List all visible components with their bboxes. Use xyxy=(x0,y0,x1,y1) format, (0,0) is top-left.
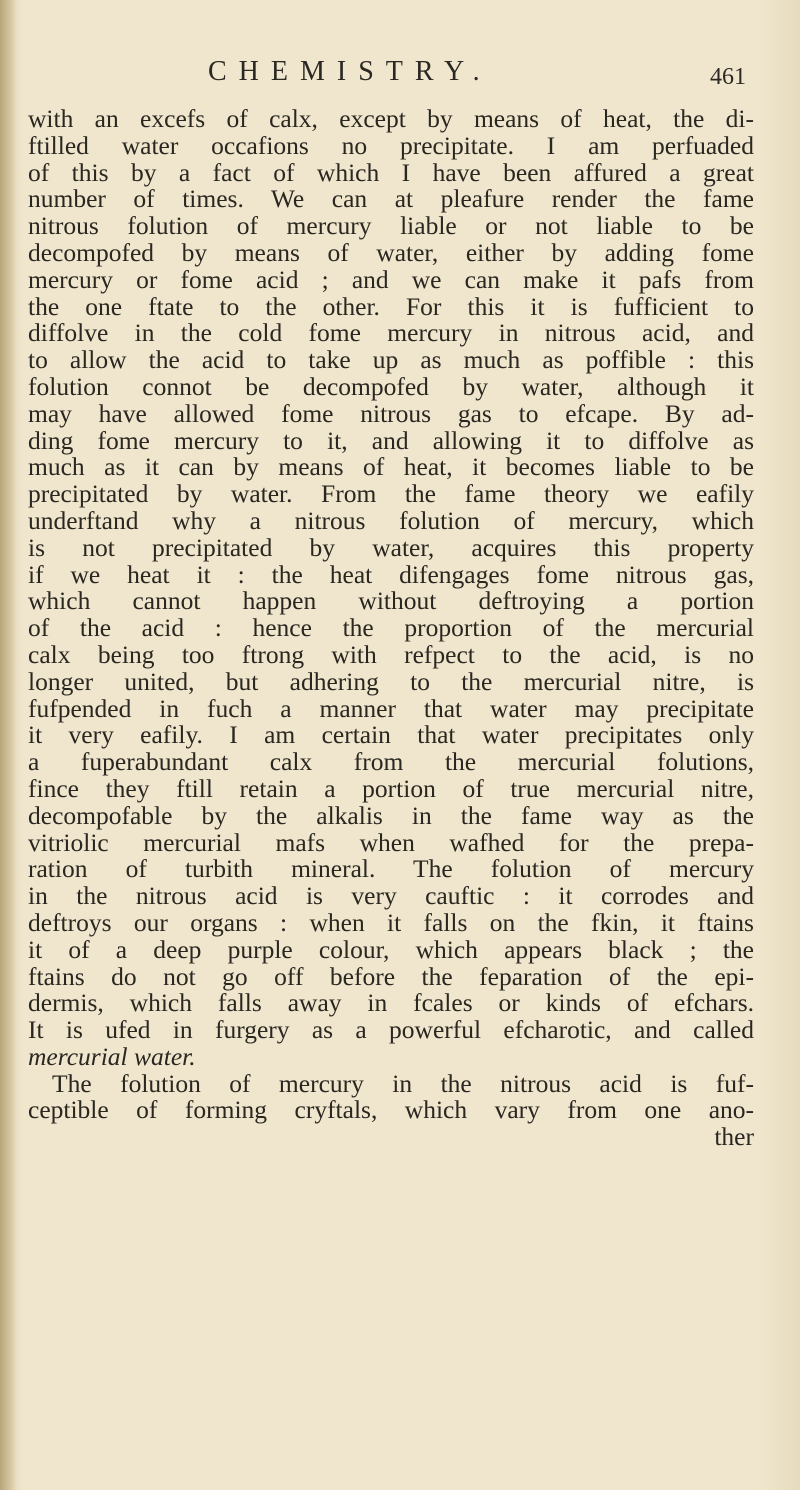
text-line: is not precipitated by water, acquires this property xyxy=(28,532,754,562)
text-line: deftroys our organs : when it falls on the fkin, it ftains xyxy=(28,907,754,937)
text-line: a fuperabundant calx from the mercurial folutions, xyxy=(28,747,754,777)
text-line: nitrous folution of mercury liable or not liable to be xyxy=(28,211,754,241)
catchword: ther xyxy=(714,1122,754,1152)
italic-term: mercurial water. xyxy=(28,1041,196,1071)
text-line: mercury or fome acid ; and we can make it pafs from xyxy=(28,264,754,294)
text-line: ftains do not go off before the feparation of the epi- xyxy=(28,961,754,991)
running-title: CHEMISTRY. xyxy=(208,56,492,87)
text-line: in the nitrous acid is very cauftic : it corrodes and xyxy=(28,881,754,911)
text-line: calx being too ftrong with refpect to the acid, is no xyxy=(28,639,754,669)
text-line: ration of turbith mineral. The folution of mercury xyxy=(28,854,754,884)
text-line: with an excefs of calx, except by means of heat, the di- xyxy=(28,104,754,133)
text-line: vitriolic mercurial mafs when wafhed for the prepa- xyxy=(28,827,754,857)
text-line: ftilled water occafions no precipitate. I am perfuaded xyxy=(28,130,754,160)
text-line: the one ftate to the other. For this it is fufficient to xyxy=(28,291,754,321)
text-line: decompofed by means of water, either by adding fome xyxy=(28,237,754,267)
text-line: it very eafily. I am certain that water precipitates only xyxy=(28,720,754,750)
text-line: ceptible of forming cryftals, which vary from one ano- xyxy=(28,1095,754,1125)
text-line: dermis, which falls away in fcales or kinds of efchars. xyxy=(28,988,754,1018)
text-line: it of a deep purple colour, which appears black ; the xyxy=(28,934,754,964)
text-line: precipitated by water. From the fame theory we eafily xyxy=(28,479,754,509)
paragraph-start-line: The folution of mercury in the nitrous acid is fuf- xyxy=(52,1068,754,1098)
text-line: to allow the acid to take up as much as poffible : this xyxy=(28,345,754,375)
text-line: which cannot happen without deftroying a portion xyxy=(28,586,754,616)
text-line: It is ufed in furgery as a powerful efcharotic, and called xyxy=(28,1015,754,1045)
text-line: ding fome mercury to it, and allowing it to diffolve as xyxy=(28,425,754,455)
body-text xyxy=(28,106,754,1151)
text-line: longer united, but adhering to the mercurial nitre, is xyxy=(28,666,754,696)
text-line: if we heat it : the heat difengages fome nitrous gas, xyxy=(28,559,754,589)
text-line: may have allowed fome nitrous gas to efcape. By ad- xyxy=(28,398,754,428)
page-gutter xyxy=(0,0,16,1490)
text-line: underftand why a nitrous folution of mercury, which xyxy=(28,505,754,535)
text-line: decompofable by the alkalis in the fame way as the xyxy=(28,800,754,830)
text-line: folution connot be decompofed by water, although it xyxy=(28,371,754,401)
page-header xyxy=(0,56,800,96)
text-line: of this by a fact of which I have been affured a great xyxy=(28,157,754,187)
text-line: fufpended in fuch a manner that water may precipitate xyxy=(28,693,754,723)
text-line: of the acid : hence the proportion of the mercurial xyxy=(28,613,754,643)
text-line: diffolve in the cold fome mercury in nitrous acid, and xyxy=(28,318,754,348)
text-line: fince they ftill retain a portion of true mercurial nitre, xyxy=(28,773,754,803)
text-line: much as it can by means of heat, it becomes liable to be xyxy=(28,452,754,482)
page-number: 461 xyxy=(710,64,746,90)
text-line: number of times. We can at pleafure render the fame xyxy=(28,184,754,214)
